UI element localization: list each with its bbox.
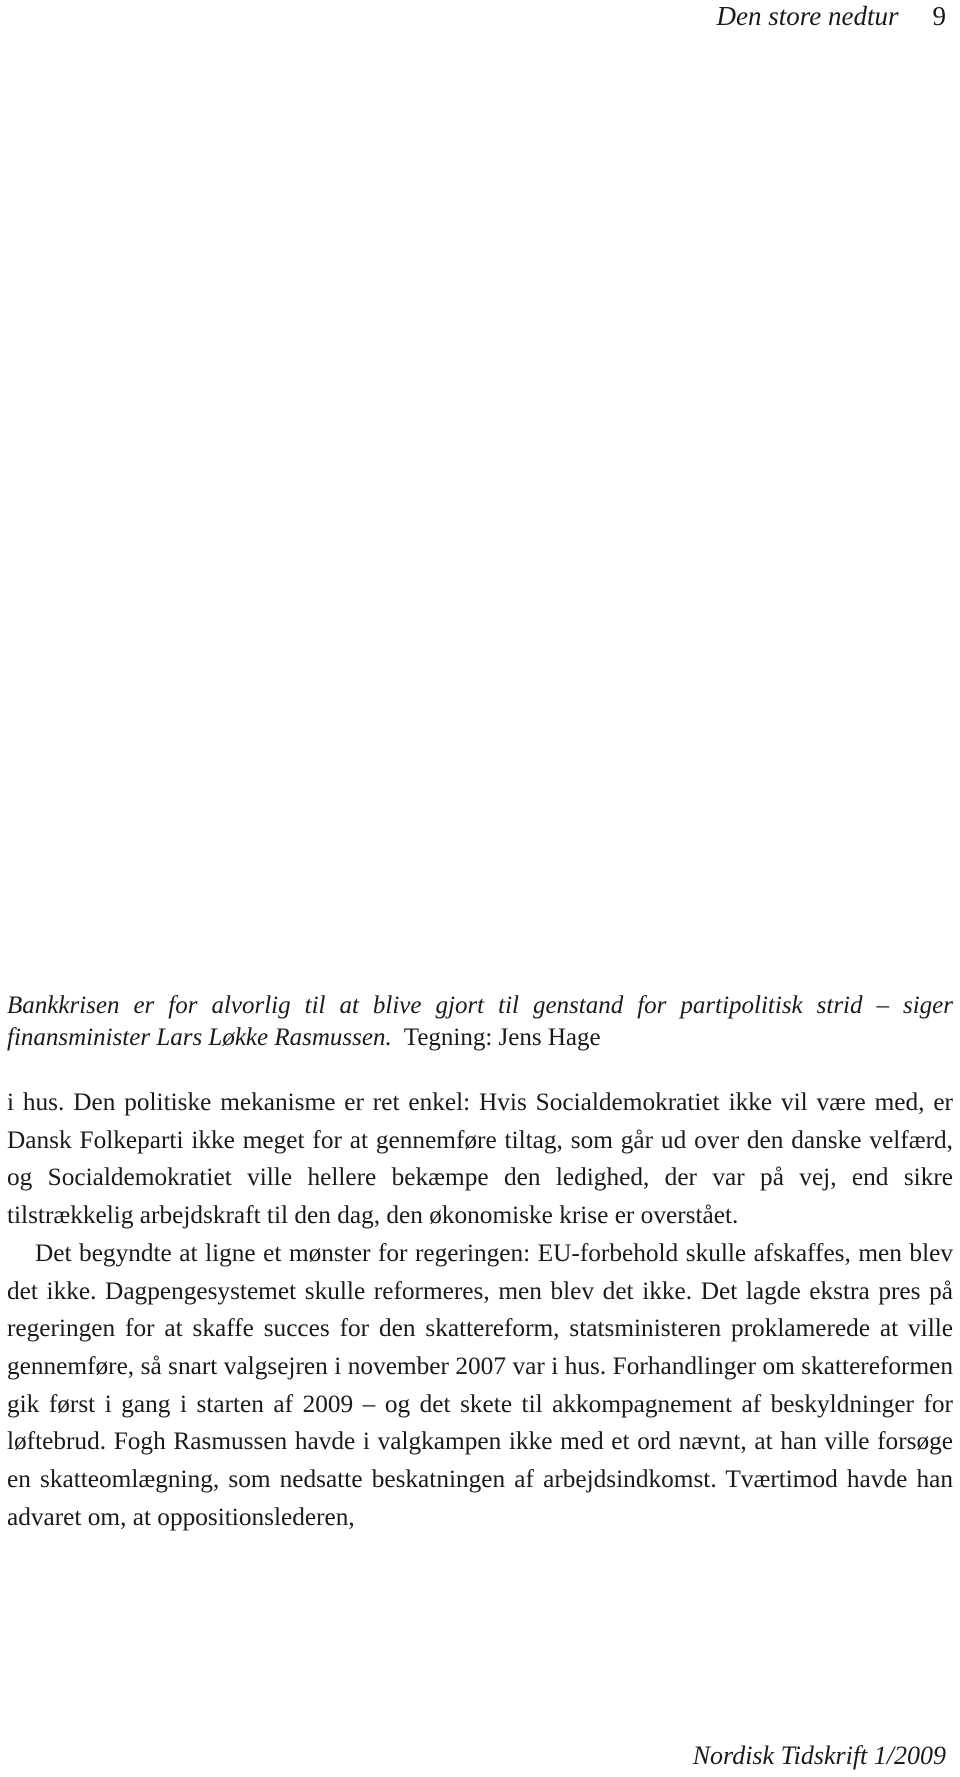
caption-credit: Tegning: Jens Hage [403,1024,601,1051]
paragraph: Det begyndte at ligne et mønster for regeringen: EU-forbehold skulle afskaffes, men blev det ikke. Dagpengesystemet skulle reformeres, men blev det ikke. Det lagde ekstra pres på regeringen for at skaffe succes for den skattereform, statsministeren proklamerede at ville gennemføre, så snart valgsejren i november 2007 var i hus. Forhandlinger om skattereformen gik først i gang i starten af 2009 – og det skete til akkompagnement af beskyldninger for løftebrud. Fogh Rasmussen havde i valgkampen ikke med et ord nævnt, at han ville forsøge en skatteomlægning, som nedsatte beskatningen af arbejdsindkomst. Tværtimod havde han advaret om, at oppositionslederen, [7,1238,953,1531]
running-title: Den store nedtur [716,1,899,31]
journal-footer: Nordisk Tidskrift 1/2009 [692,1741,946,1770]
running-head [717,0,946,32]
figure-caption [7,990,953,1054]
cartoon-illustration [0,50,960,980]
page-number: 9 [932,1,946,31]
article-body [7,1084,953,1536]
caption-text: Bankkrisen er for alvorlig til at blive gjort til genstand for partipolitisk strid – siger finansminister Lars Løkke Rasmussen. [7,992,953,1051]
paragraph: i hus. Den politiske mekanisme er ret enkel: Hvis Socialdemokratiet ikke vil være med, er Dansk Folkeparti ikke meget for at gennemføre tiltag, som går ud over den danske velfærd, og Socialdemokratiet ville hellere bekæmpe den ledighed, der var på vej, end sikre tilstrækkelig arbejdskraft til den dag, den økonomiske krise er overstået. [7,1088,953,1230]
